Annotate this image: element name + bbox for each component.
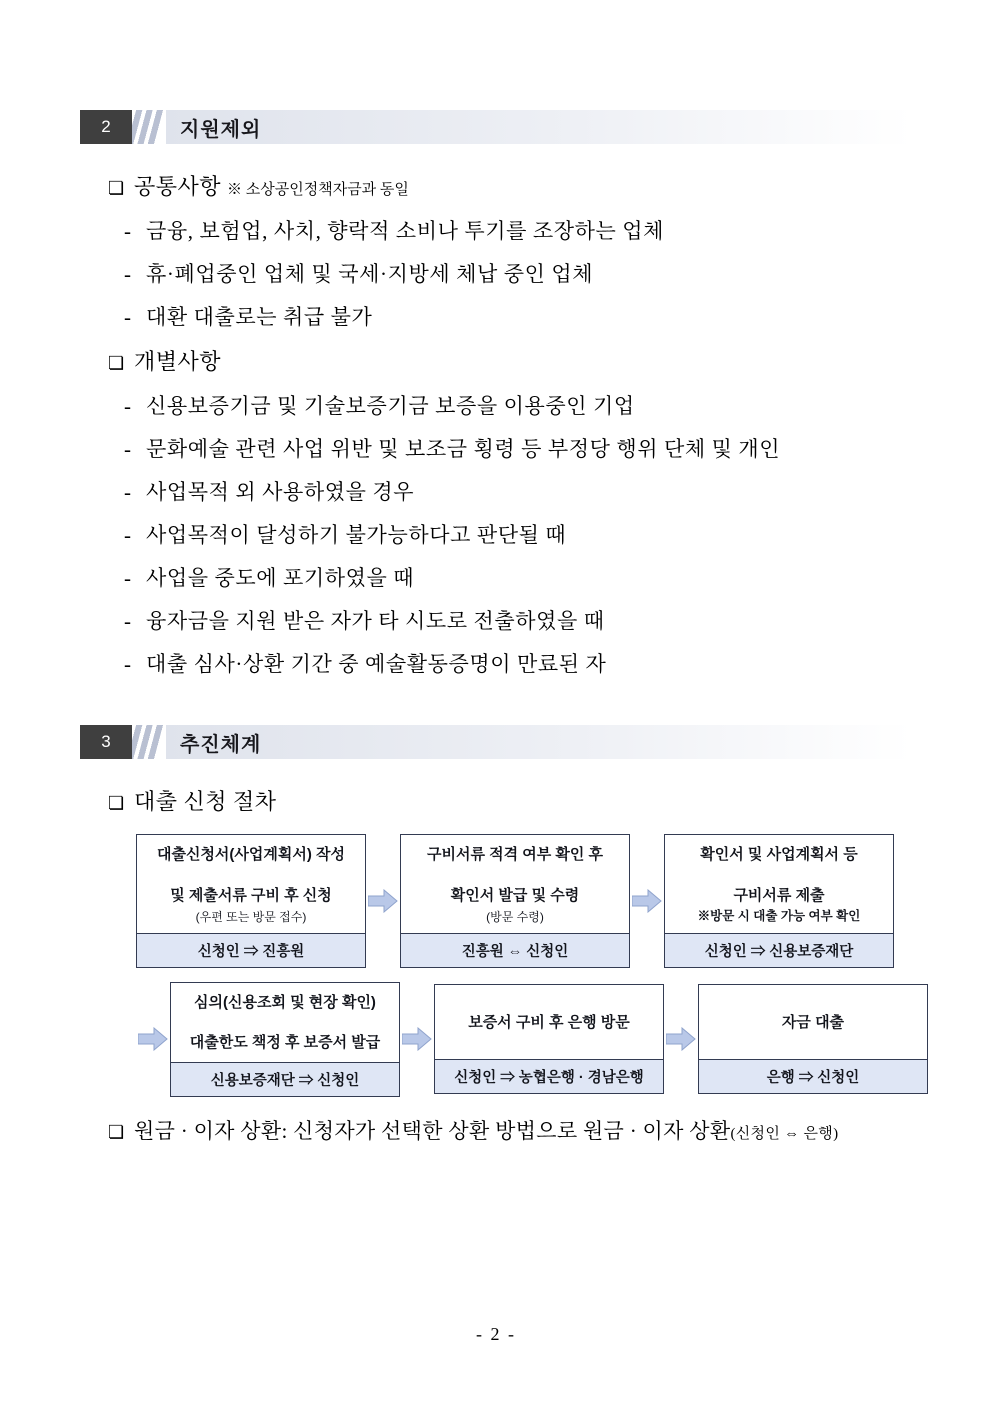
flow-box-2-body bbox=[401, 835, 629, 933]
flow-box-2-line1: 구비서류 적격 여부 확인 후 bbox=[426, 846, 604, 863]
circle-bullet-icon: ❏ bbox=[108, 793, 125, 813]
flow-box-1-line1: 대출신청서(사업계획서) 작성 bbox=[156, 846, 346, 863]
flow-box-5-line1: 보증서 구비 후 은행 방문 bbox=[468, 1014, 630, 1032]
section-number-2: 2 bbox=[80, 110, 132, 144]
list-item bbox=[124, 648, 912, 678]
flow-box-2-sub: (방문 수령) bbox=[486, 909, 544, 924]
dash-icon: - bbox=[124, 305, 131, 329]
repayment-label: 원금 · 이자 상환 bbox=[134, 1118, 282, 1143]
loan-process-flowchart bbox=[136, 834, 946, 1097]
section-title-2: 지원제외 bbox=[166, 110, 912, 144]
flow-box-5-footer: 신청인 ⇒ 농협은행 · 경남은행 bbox=[435, 1059, 663, 1093]
bullet-repayment bbox=[108, 1115, 912, 1145]
flow-box-3-footer: 신청인 ⇒ 신용보증재단 bbox=[665, 933, 893, 967]
flow-box-6 bbox=[698, 984, 928, 1094]
dash-icon: - bbox=[124, 394, 131, 418]
flow-box-1-footer: 신청인 ⇒ 진흥원 bbox=[137, 933, 365, 967]
dash-icon: - bbox=[124, 652, 131, 676]
bullet-common bbox=[108, 170, 912, 201]
flow-row-1 bbox=[136, 834, 946, 968]
flow-box-3-line2: 구비서류 제출 bbox=[733, 886, 825, 904]
flow-box-2 bbox=[400, 834, 630, 968]
dash-icon: - bbox=[124, 523, 131, 547]
flow-box-5-body bbox=[435, 985, 663, 1059]
list-item-text: 문화예술 관련 사업 위반 및 보조금 횡령 등 부정당 행위 단체 및 개인 bbox=[146, 437, 781, 461]
group-individual bbox=[80, 345, 912, 678]
dash-icon: - bbox=[124, 437, 131, 461]
circle-bullet-icon: ❏ bbox=[108, 178, 125, 198]
section-slash-decoration bbox=[132, 110, 166, 144]
repayment-detail: : 신청자가 선택한 상환 방법으로 원금 · 이자 상환 bbox=[281, 1118, 731, 1143]
bullet-text: 개별사항 bbox=[134, 349, 222, 374]
flow-box-4-body bbox=[171, 983, 399, 1062]
bullet-individual bbox=[108, 345, 912, 376]
circle-bullet-icon: ❏ bbox=[108, 353, 125, 373]
arrow-wrap-icon bbox=[136, 1027, 170, 1051]
flow-box-3-body bbox=[665, 835, 893, 933]
list-item-text: 사업목적 외 사용하였을 경우 bbox=[146, 480, 415, 504]
section-header-3 bbox=[80, 725, 912, 759]
bullet-loan-procedure bbox=[108, 785, 912, 816]
flow-box-4-footer: 신용보증재단 ⇒ 신청인 bbox=[171, 1062, 399, 1096]
arrow-right-icon bbox=[630, 889, 664, 913]
list-item-text: 융자금을 지원 받은 자가 타 시도로 전출하였을 때 bbox=[146, 609, 605, 633]
flow-box-3-line1: 확인서 및 사업계획서 등 bbox=[700, 846, 858, 864]
flow-box-4-line2: 대출한도 책정 후 보증서 발급 bbox=[189, 1034, 381, 1052]
bullet-text: 대출 신청 절차 bbox=[134, 789, 277, 814]
arrow-right-icon bbox=[664, 1027, 698, 1051]
arrow-right-icon bbox=[400, 1027, 434, 1051]
flow-box-1-body bbox=[137, 835, 365, 933]
flow-box-1 bbox=[136, 834, 366, 968]
flow-box-6-body bbox=[699, 985, 927, 1059]
list-item bbox=[124, 258, 912, 288]
dash-icon: - bbox=[124, 609, 131, 633]
section-slash-decoration bbox=[132, 725, 166, 759]
list-item-text: 사업목적이 달성하기 불가능하다고 판단될 때 bbox=[146, 523, 567, 547]
list-item-text: 대출 심사·상환 기간 중 예술활동증명이 만료된 자 bbox=[146, 652, 607, 676]
group-common bbox=[80, 170, 912, 331]
flow-box-1-line2: 및 제출서류 구비 후 신청 bbox=[170, 886, 332, 904]
list-item bbox=[124, 215, 912, 245]
list-item bbox=[124, 433, 912, 463]
section-header-2 bbox=[80, 110, 912, 144]
flow-box-3-subnote: ※방문 시 대출 가능 여부 확인 bbox=[697, 908, 861, 923]
flow-box-2-footer: 진흥원 ⇔ 신청인 bbox=[401, 933, 629, 967]
bullet-note: ※ 소상공인정책자금과 동일 bbox=[227, 182, 409, 198]
repayment-text bbox=[134, 1115, 838, 1145]
flow-box-3 bbox=[664, 834, 894, 968]
flow-box-4-line1: 심의(신용조회 및 현장 확인) bbox=[194, 993, 376, 1011]
list-item bbox=[124, 301, 912, 331]
flow-box-6-line1: 자금 대출 bbox=[781, 1014, 845, 1032]
repayment-note: (신청인 ⇔ 은행) bbox=[730, 1125, 839, 1142]
list-item-text: 신용보증기금 및 기술보증기금 보증을 이용중인 기업 bbox=[146, 394, 635, 418]
list-item-text: 금융, 보험업, 사치, 향락적 소비나 투기를 조장하는 업체 bbox=[146, 219, 664, 243]
list-item-text: 사업을 중도에 포기하였을 때 bbox=[146, 566, 415, 590]
dash-icon: - bbox=[124, 262, 131, 286]
dash-icon: - bbox=[124, 480, 131, 504]
circle-bullet-icon: ❏ bbox=[108, 1121, 125, 1142]
dash-icon: - bbox=[124, 219, 131, 243]
list-item bbox=[124, 605, 912, 635]
flow-row-2 bbox=[136, 982, 946, 1097]
dash-icon: - bbox=[124, 566, 131, 590]
page-number: - 2 - bbox=[476, 1324, 516, 1344]
flow-box-4 bbox=[170, 982, 400, 1097]
flow-box-1-sub: (우편 또는 방문 접수) bbox=[195, 909, 307, 924]
bullet-label bbox=[134, 170, 409, 201]
flow-box-6-footer: 은행 ⇒ 신청인 bbox=[699, 1059, 927, 1093]
list-item bbox=[124, 519, 912, 549]
section-number-3: 3 bbox=[80, 725, 132, 759]
section-title-3: 추진체계 bbox=[166, 725, 912, 759]
list-item-text: 대환 대출로는 취급 불가 bbox=[146, 305, 373, 329]
list-item bbox=[124, 476, 912, 506]
list-item bbox=[124, 562, 912, 592]
list-item bbox=[124, 390, 912, 420]
arrow-right-icon bbox=[366, 889, 400, 913]
flow-box-5 bbox=[434, 984, 664, 1094]
bullet-text: 공통사항 bbox=[134, 174, 222, 199]
flow-box-2-line2: 확인서 발급 및 수령 bbox=[450, 886, 580, 904]
spacer bbox=[80, 691, 912, 725]
list-item-text: 휴·폐업중인 업체 및 국세·지방세 체납 중인 업체 bbox=[146, 262, 594, 286]
